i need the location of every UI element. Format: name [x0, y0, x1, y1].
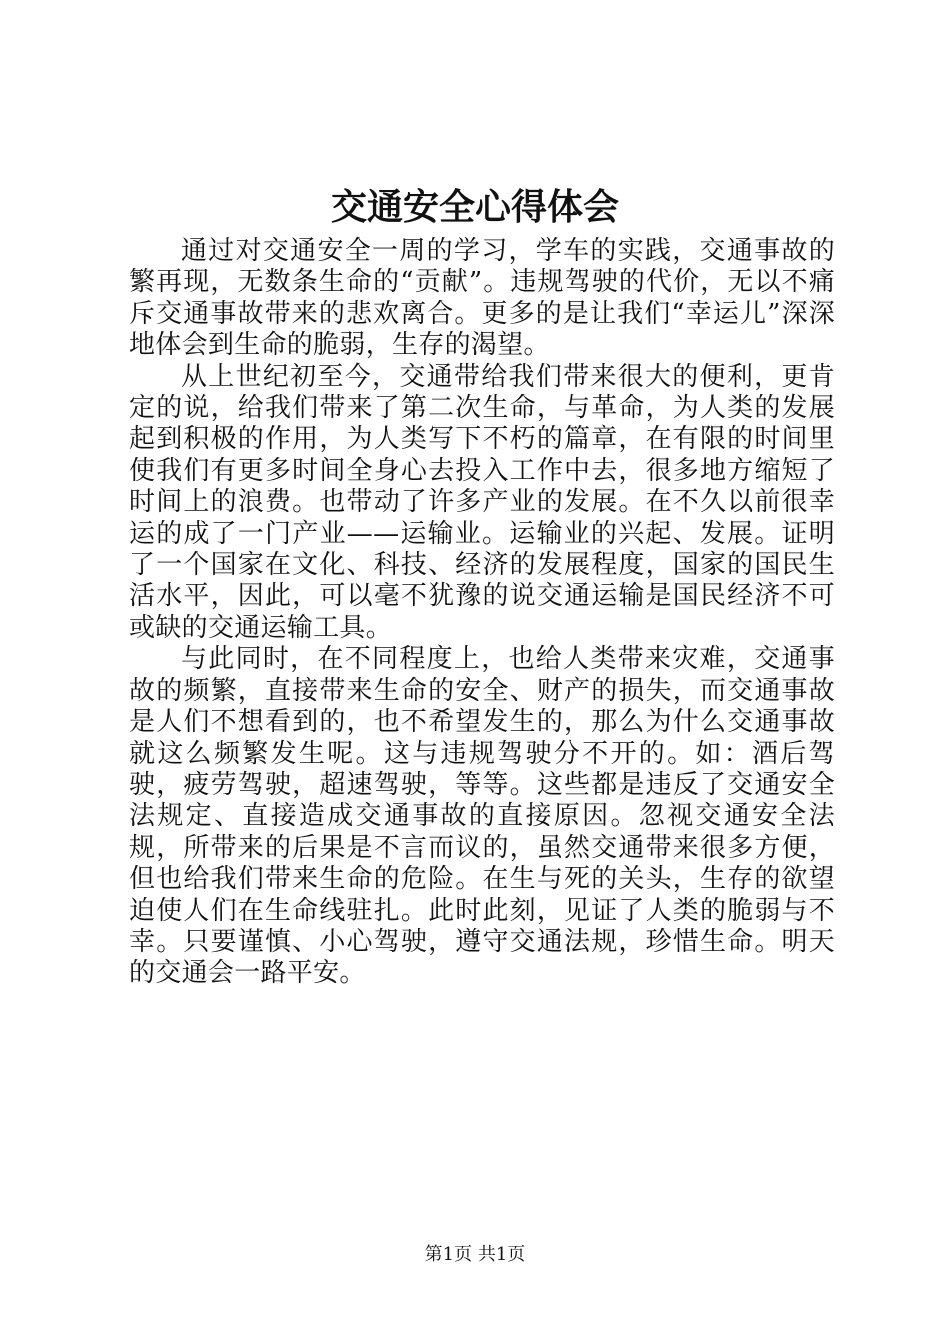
paragraph-1: 通过对交通安全一周的学习，学车的实践，交通事故的繁再现，无数条生命的“贡献”。违规驾驶的代价，无以不痛斥交通事故带来的悲欢离合。更多的是让我们“幸运儿”深深地体会到生命的脆弱，生存的渴望。	[129, 236, 835, 361]
document-body	[129, 236, 835, 990]
page-footer: 第1页 共1页	[424, 1244, 526, 1265]
document-title: 交通安全心得体会	[330, 186, 619, 228]
paragraph-2: 从上世纪初至今，交通带给我们带来很大的便利，更肯定的说，给我们带来了第二次生命，与革命，为人类的发展起到积极的作用，为人类写下不朽的篇章，在有限的时间里使我们有更多时间全身心去投入工作中去，很多地方缩短了时间上的浪费。也带动了许多产业的发展。在不久以前很幸运的成了一门产业——运输业。运输业的兴起、发展。证明了一个国家在文化、科技、经济的发展程度，国家的国民生活水平，因此，可以毫不犹豫的说交通运输是国民经济不可或缺的交通运输工具。	[129, 361, 835, 643]
paragraph-3: 与此同时，在不同程度上，也给人类带来灾难，交通事故的频繁，直接带来生命的安全、财产的损失，而交通事故是人们不想看到的，也不希望发生的，那么为什么交通事故就这么频繁发生呢。这与违规驾驶分不开的。如：酒后驾驶，疲劳驾驶，超速驾驶，等等。这些都是违反了交通安全法规定、直接造成交通事故的直接原因。忽视交通安全法规，所带来的后果是不言而议的，虽然交通带来很多方便，但也给我们带来生命的危险。在生与死的关头，生存的欲望迫使人们在生命线驻扎。此时此刻，见证了人类的脆弱与不幸。只要谨慎、小心驾驶，遵守交通法规，珍惜生命。明天的交通会一路平安。	[129, 644, 835, 989]
